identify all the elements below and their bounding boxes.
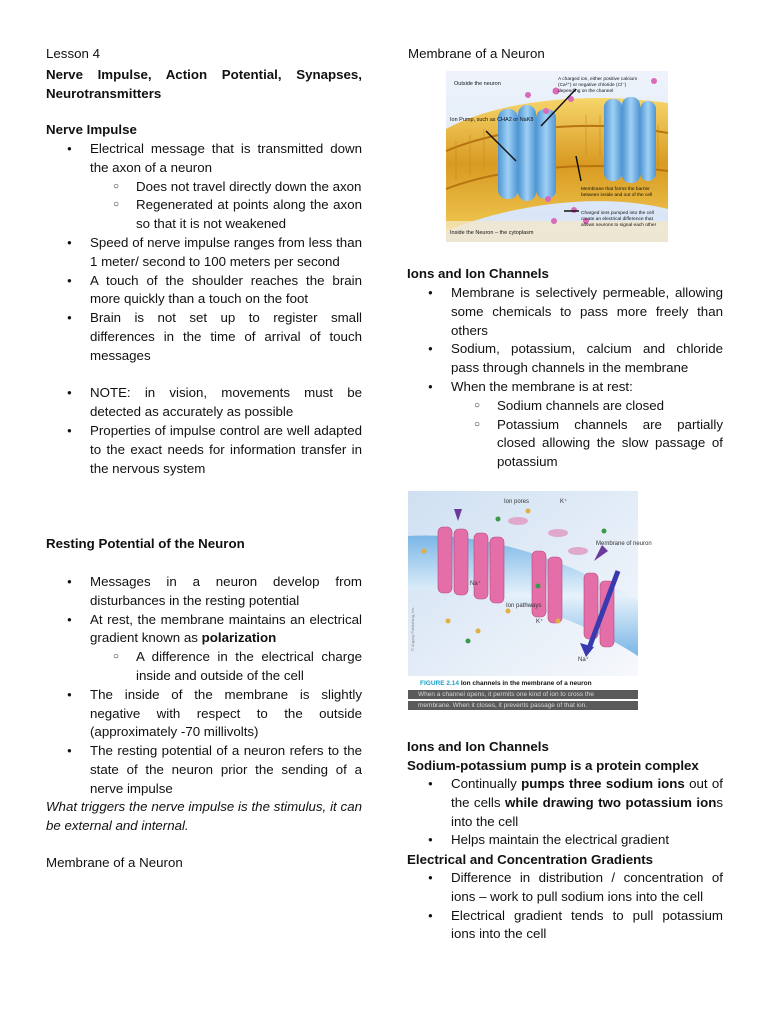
figure-caption-line-1: When a channel opens, it permits one kind of ion to cross the [408, 690, 638, 699]
list-item: ● NOTE: in vision, movements must be detected as accurately as possible [46, 384, 362, 422]
figure-caption [420, 679, 592, 688]
ions-list-1 [407, 284, 723, 472]
list-item: ● Speed of nerve impulse ranges from less than 1 meter/ second to 100 meters per second [46, 234, 362, 272]
figure-label-na-plus-left: Na⁺ [470, 581, 481, 587]
list-item: ● Properties of impulse control are well adapted to the exact needs for information transfer in the nervous system [46, 422, 362, 478]
list-item: ● The inside of the membrane is slightly negative with respect to the outside (approximately -70 millivolts) [46, 686, 362, 742]
ion-channels-illustration [408, 491, 652, 676]
section-heading-ions-2: Ions and Ion Channels [407, 739, 549, 754]
figure-label-k-plus-top: K⁺ [560, 499, 568, 505]
list-item: ● A touch of the shoulder reaches the brain more quickly than a touch on the foot [46, 272, 362, 310]
ion-channels-figure [408, 491, 652, 714]
gradients-list [407, 869, 723, 944]
membrane-figure [446, 71, 668, 242]
list-item: ● Sodium, potassium, calcium and chloride pass through channels in the membrane [407, 340, 723, 378]
membrane-heading-left: Membrane of a Neuron [46, 855, 183, 870]
figure-credit: © Argosy Publishing, Inc. [410, 606, 415, 651]
figure-label-inside: Inside the Neuron – the cytoplasm [450, 230, 534, 236]
list-item: ○ Sodium channels are closed [407, 397, 723, 416]
italic-note: What triggers the nerve impulse is the stimulus, it can be external and internal. [46, 799, 362, 833]
membrane-heading-right: Membrane of a Neuron [408, 46, 545, 61]
list-item: ● Brain is not set up to register small differences in the time of arrival of touch messages [46, 309, 362, 365]
lesson-number: Lesson 4 [46, 46, 100, 61]
list-item: ● When the membrane is at rest: [407, 378, 723, 397]
figure-label-membrane: Membrane that forms the barrier between inside and out of the cell [581, 187, 653, 198]
figure-caption-line-2: membrane. When it closes, it prevents passage of that ion. [408, 701, 638, 710]
list-item: ○ A difference in the electrical charge inside and outside of the cell [46, 648, 362, 686]
figure-label-outside: Outside the neuron [454, 81, 501, 87]
figure-label-ion-pathways: Ion pathways [506, 603, 542, 609]
nerve-impulse-list [46, 140, 362, 478]
figure-caption-title: Ion channels in the membrane of a neuron [460, 680, 592, 687]
list-item: ○ Potassium channels are partially closed allowing the slow passage of potassium [407, 416, 723, 472]
gradients-heading: Electrical and Concentration Gradients [407, 852, 654, 867]
list-item: ● Membrane is selectively permeable, allowing some chemicals to pass more freely than others [407, 284, 723, 340]
figure-label-membrane-of-neuron: Membrane of neuron [596, 541, 652, 547]
list-item: ● Electrical gradient tends to pull potassium ions into the cell [407, 907, 723, 945]
list-item: ● Messages in a neuron develop from disturbances in the resting potential [46, 573, 362, 611]
list-item: ● Difference in distribution / concentration of ions – work to pull sodium ions into the cell [407, 869, 723, 907]
section-heading-nerve-impulse: Nerve Impulse [46, 122, 137, 137]
resting-potential-list [46, 573, 362, 799]
figure-label-ion-pores: Ion pores [504, 499, 530, 505]
list-item: ● Continually pumps three sodium ions out of the cells while drawing two potassium ions into the cell [407, 775, 723, 831]
spacer [46, 366, 362, 385]
figure-label-ion-pump: Ion Pump, such as CHA2 or NaK8 [450, 117, 534, 123]
section-heading-ions-1: Ions and Ion Channels [407, 266, 549, 281]
list-item: ○ Does not travel directly down the axon [46, 178, 362, 197]
list-item: ● Helps maintain the electrical gradient [407, 831, 723, 850]
list-item: ● The resting potential of a neuron refers to the state of the neuron prior the sending of a nerve impulse [46, 742, 362, 798]
sodium-potassium-pump-heading: Sodium-potassium pump is a protein complex [407, 758, 699, 773]
figure-caption-label: FIGURE 2.14 [420, 680, 460, 687]
figure-label-charged-ion: A charged ion, either positive calcium (Ca²⁺) or negative chloride (Cl⁻) depending on the channel [558, 77, 638, 94]
pump-list [407, 775, 723, 850]
figure-label-k-plus-mid: K⁺ [536, 619, 544, 625]
lesson-title: Nerve Impulse, Action Potential, Synapses, Neurotransmitters [46, 67, 362, 101]
figure-label-na-plus-bottom: Na⁺ [578, 657, 589, 663]
section-heading-resting-potential: Resting Potential of the Neuron [46, 536, 245, 551]
list-item: ○ Regenerated at points along the axon so that it is not weakened [46, 196, 362, 234]
figure-label-charged-pumped: Charged ions pumped into the cell create an electrical difference that allows neurons to signal each other [581, 211, 657, 228]
list-item: ● Electrical message that is transmitted down the axon of a neuron [46, 140, 362, 178]
list-item: ● At rest, the membrane maintains an electrical gradient known as polarization [46, 611, 362, 649]
